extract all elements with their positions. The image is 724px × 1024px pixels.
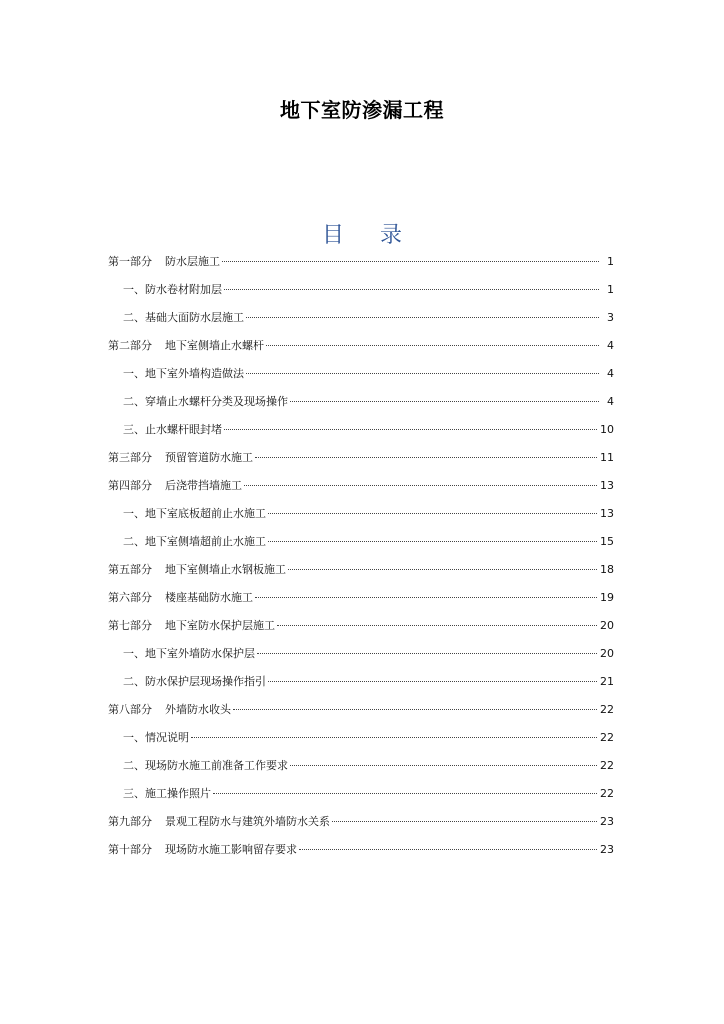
- toc-dot-leader: [213, 793, 597, 794]
- toc-dot-leader: [255, 597, 597, 598]
- toc-entry-number: 一、: [123, 283, 145, 296]
- toc-entry-page: 15: [600, 535, 614, 548]
- toc-entry[interactable]: [108, 612, 614, 640]
- toc-heading-char: 目: [321, 223, 344, 248]
- toc-entry-number: 一、: [123, 731, 145, 744]
- toc-entry-number: 第九部分: [108, 815, 152, 828]
- toc-entry-title: 防水保护层现场操作指引: [145, 675, 266, 688]
- toc-entry[interactable]: [108, 556, 614, 584]
- toc-dot-leader: [224, 289, 599, 290]
- toc-entry-title: 地下室外墙防水保护层: [145, 647, 255, 660]
- toc-entry[interactable]: [108, 276, 614, 304]
- toc-entry-title: 外墙防水收头: [165, 703, 231, 716]
- toc-entry-number: 第七部分: [108, 619, 152, 632]
- document-title: 地下室防渗漏工程: [280, 98, 444, 122]
- toc-entry-title: 地下室防水保护层施工: [165, 619, 275, 632]
- toc-entry-title: 地下室外墙构造做法: [145, 367, 244, 380]
- toc-entry-number: 第八部分: [108, 703, 152, 716]
- toc-entry-page: 22: [600, 703, 614, 716]
- toc-entry-page: 4: [607, 367, 614, 380]
- toc-entry-title: 地下室侧墙止水钢板施工: [165, 563, 286, 576]
- toc-entry[interactable]: [108, 500, 614, 528]
- toc-entry-title: 止水螺杆眼封堵: [145, 423, 222, 436]
- toc-entry-title: 景观工程防水与建筑外墙防水关系: [165, 815, 330, 828]
- toc-entry-number: 三、: [123, 423, 145, 436]
- toc-entry-page: 20: [600, 647, 614, 660]
- toc-entry[interactable]: [108, 836, 614, 864]
- toc-entry-page: 22: [600, 759, 614, 772]
- toc-entry-page: 4: [607, 395, 614, 408]
- toc-entry-title: 地下室底板超前止水施工: [145, 507, 266, 520]
- toc-dot-leader: [246, 373, 599, 374]
- toc-entry-title: 现场防水施工影响留存要求: [165, 843, 297, 856]
- toc-entry-number: 三、: [123, 787, 145, 800]
- toc-entry-number: 二、: [123, 311, 145, 324]
- toc-entry[interactable]: [108, 304, 614, 332]
- toc-dot-leader: [299, 849, 597, 850]
- toc-entry-page: 23: [600, 815, 614, 828]
- toc-entry[interactable]: [108, 668, 614, 696]
- toc-dot-leader: [290, 765, 597, 766]
- toc-entry-page: 13: [600, 507, 614, 520]
- toc-dot-leader: [288, 569, 597, 570]
- toc-entry-title: 防水卷材附加层: [145, 283, 222, 296]
- toc-entry-page: 22: [600, 731, 614, 744]
- toc-entry-page: 20: [600, 619, 614, 632]
- toc-entry-page: 10: [600, 423, 614, 436]
- toc-dot-leader: [268, 513, 597, 514]
- toc-entry[interactable]: [108, 808, 614, 836]
- toc-entry-number: 一、: [123, 647, 145, 660]
- toc-entry-page: 3: [607, 311, 614, 324]
- toc-entry-page: 11: [600, 451, 614, 464]
- toc-entry-number: 二、: [123, 675, 145, 688]
- toc-dot-leader: [224, 429, 597, 430]
- toc-entry-number: 一、: [123, 507, 145, 520]
- toc-entry-title: 楼座基础防水施工: [165, 591, 253, 604]
- toc-entry-number: 二、: [123, 759, 145, 772]
- toc-dot-leader: [233, 709, 597, 710]
- toc-entry-number: 二、: [123, 395, 145, 408]
- toc-entry-title: 地下室侧墙止水螺杆: [165, 339, 264, 352]
- toc-dot-leader: [268, 681, 597, 682]
- toc-entry-title: 地下室侧墙超前止水施工: [145, 535, 266, 548]
- toc-entry-number: 一、: [123, 367, 145, 380]
- toc-entry-number: 第十部分: [108, 843, 152, 856]
- toc-entry-title: 情况说明: [145, 731, 189, 744]
- toc-entry-title: 施工操作照片: [145, 787, 211, 800]
- toc-entry[interactable]: [108, 444, 614, 472]
- toc-entry-page: 23: [600, 843, 614, 856]
- toc-entry-title: 预留管道防水施工: [165, 451, 253, 464]
- toc-heading-char: 录: [380, 223, 403, 248]
- toc-entry-number: 第三部分: [108, 451, 152, 464]
- toc-dot-leader: [290, 401, 599, 402]
- toc-entry-page: 13: [600, 479, 614, 492]
- toc-entry[interactable]: [108, 360, 614, 388]
- toc-entry[interactable]: [108, 416, 614, 444]
- toc-dot-leader: [191, 737, 597, 738]
- toc-entry-title: 基础大面防水层施工: [145, 311, 244, 324]
- toc-entry-page: 18: [600, 563, 614, 576]
- toc-dot-leader: [266, 345, 599, 346]
- toc-heading: [0, 218, 724, 249]
- toc-entry[interactable]: [108, 724, 614, 752]
- toc-entry[interactable]: [108, 248, 614, 276]
- toc-entry-number: 第二部分: [108, 339, 152, 352]
- toc-entry[interactable]: [108, 472, 614, 500]
- toc-entry[interactable]: [108, 780, 614, 808]
- toc-entry-number: 第五部分: [108, 563, 152, 576]
- toc-entry-page: 19: [600, 591, 614, 604]
- toc-dot-leader: [246, 317, 599, 318]
- toc-entry[interactable]: [108, 388, 614, 416]
- toc-entry-title: 穿墙止水螺杆分类及现场操作: [145, 395, 288, 408]
- toc-entry-page: 21: [600, 675, 614, 688]
- toc-dot-leader: [222, 261, 599, 262]
- toc-entry-title: 后浇带挡墙施工: [165, 479, 242, 492]
- toc-entry-page: 22: [600, 787, 614, 800]
- toc-entry-page: 4: [607, 339, 614, 352]
- toc-dot-leader: [244, 485, 597, 486]
- toc-entry-number: 第四部分: [108, 479, 152, 492]
- toc-entry-page: 1: [607, 255, 614, 268]
- toc-entry[interactable]: [108, 640, 614, 668]
- toc-entry-title: 现场防水施工前准备工作要求: [145, 759, 288, 772]
- toc-entry-number: 第一部分: [108, 255, 152, 268]
- toc-entry-page: 1: [607, 283, 614, 296]
- toc-entry-title: 防水层施工: [165, 255, 220, 268]
- toc-entry-number: 二、: [123, 535, 145, 548]
- table-of-contents: [108, 248, 614, 864]
- toc-entry[interactable]: [108, 696, 614, 724]
- toc-dot-leader: [255, 457, 597, 458]
- toc-dot-leader: [257, 653, 597, 654]
- toc-dot-leader: [268, 541, 597, 542]
- toc-dot-leader: [332, 821, 597, 822]
- toc-entry[interactable]: [108, 332, 614, 360]
- toc-entry-number: 第六部分: [108, 591, 152, 604]
- toc-dot-leader: [277, 625, 597, 626]
- toc-entry[interactable]: [108, 528, 614, 556]
- toc-entry[interactable]: [108, 584, 614, 612]
- toc-entry[interactable]: [108, 752, 614, 780]
